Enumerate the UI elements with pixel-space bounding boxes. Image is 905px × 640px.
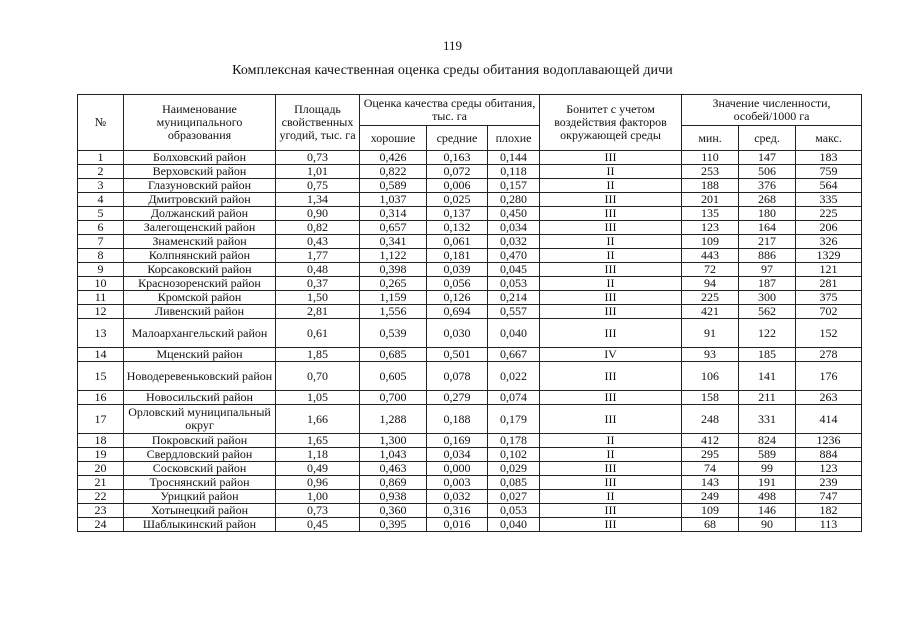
cell-density-max: 759 [796, 165, 862, 179]
cell-quality-medium: 0,003 [427, 476, 488, 490]
cell-density-avg: 506 [739, 165, 796, 179]
cell-quality-good: 1,159 [360, 291, 427, 305]
cell-density-max: 225 [796, 207, 862, 221]
cell-quality-medium: 0,316 [427, 504, 488, 518]
cell-quality-good: 0,265 [360, 277, 427, 291]
cell-area: 0,73 [276, 504, 360, 518]
header-quality-bad: плохие [488, 126, 540, 151]
cell-quality-good: 1,122 [360, 249, 427, 263]
cell-density-avg: 191 [739, 476, 796, 490]
page-number: 119 [442, 38, 463, 53]
cell-quality-bad: 0,214 [488, 291, 540, 305]
cell-no: 19 [78, 448, 124, 462]
cell-quality-medium: 0,279 [427, 391, 488, 405]
cell-quality-bad: 0,022 [488, 362, 540, 391]
cell-area: 1,01 [276, 165, 360, 179]
table-row [78, 362, 862, 391]
cell-quality-good: 0,657 [360, 221, 427, 235]
cell-bonitet: II [540, 434, 682, 448]
cell-quality-bad: 0,085 [488, 476, 540, 490]
cell-density-min: 72 [682, 263, 739, 277]
cell-name: Урицкий район [124, 490, 276, 504]
cell-bonitet: III [540, 518, 682, 532]
table-row [78, 221, 862, 235]
cell-quality-bad: 0,045 [488, 263, 540, 277]
cell-density-min: 106 [682, 362, 739, 391]
cell-quality-good: 0,341 [360, 235, 427, 249]
cell-quality-good: 0,426 [360, 151, 427, 165]
cell-density-max: 263 [796, 391, 862, 405]
cell-name: Ливенский район [124, 305, 276, 319]
cell-quality-bad: 0,557 [488, 305, 540, 319]
cell-bonitet: II [540, 165, 682, 179]
cell-quality-bad: 0,102 [488, 448, 540, 462]
cell-no: 16 [78, 391, 124, 405]
cell-quality-good: 0,463 [360, 462, 427, 476]
cell-area: 0,49 [276, 462, 360, 476]
cell-area: 1,50 [276, 291, 360, 305]
habitat-assessment-table [77, 94, 862, 532]
table-row [78, 476, 862, 490]
cell-bonitet: III [540, 462, 682, 476]
table-row [78, 504, 862, 518]
cell-no: 6 [78, 221, 124, 235]
cell-no: 13 [78, 319, 124, 348]
cell-quality-medium: 0,126 [427, 291, 488, 305]
header-no: № [78, 95, 124, 151]
cell-quality-good: 1,556 [360, 305, 427, 319]
cell-density-min: 94 [682, 277, 739, 291]
cell-area: 0,96 [276, 476, 360, 490]
cell-quality-good: 0,395 [360, 518, 427, 532]
cell-quality-bad: 0,157 [488, 179, 540, 193]
cell-no: 12 [78, 305, 124, 319]
cell-name: Малоархангельский район [124, 319, 276, 348]
cell-bonitet: II [540, 490, 682, 504]
cell-bonitet: II [540, 448, 682, 462]
cell-bonitet: IV [540, 348, 682, 362]
cell-bonitet: III [540, 362, 682, 391]
cell-density-min: 109 [682, 235, 739, 249]
cell-quality-bad: 0,053 [488, 504, 540, 518]
cell-density-avg: 268 [739, 193, 796, 207]
cell-quality-bad: 0,074 [488, 391, 540, 405]
cell-area: 1,18 [276, 448, 360, 462]
table-row [78, 305, 862, 319]
cell-density-avg: 300 [739, 291, 796, 305]
cell-density-min: 110 [682, 151, 739, 165]
cell-name: Сосковский район [124, 462, 276, 476]
cell-name: Покровский район [124, 434, 276, 448]
cell-area: 1,85 [276, 348, 360, 362]
cell-density-avg: 97 [739, 263, 796, 277]
cell-density-max: 206 [796, 221, 862, 235]
cell-density-min: 225 [682, 291, 739, 305]
cell-no: 8 [78, 249, 124, 263]
cell-no: 14 [78, 348, 124, 362]
cell-density-min: 295 [682, 448, 739, 462]
cell-area: 0,61 [276, 319, 360, 348]
cell-area: 1,00 [276, 490, 360, 504]
cell-quality-bad: 0,118 [488, 165, 540, 179]
cell-bonitet: II [540, 235, 682, 249]
cell-quality-good: 0,539 [360, 319, 427, 348]
cell-density-avg: 211 [739, 391, 796, 405]
cell-density-avg: 146 [739, 504, 796, 518]
cell-density-max: 121 [796, 263, 862, 277]
cell-bonitet: III [540, 476, 682, 490]
cell-area: 0,73 [276, 151, 360, 165]
cell-bonitet: III [540, 221, 682, 235]
cell-area: 0,70 [276, 362, 360, 391]
cell-no: 2 [78, 165, 124, 179]
table-row [78, 263, 862, 277]
header-bonitet: Бонитет с учетом воздействия факторов окружающей среды [540, 95, 682, 151]
cell-quality-good: 1,288 [360, 405, 427, 434]
table-row [78, 235, 862, 249]
cell-bonitet: III [540, 193, 682, 207]
cell-quality-bad: 0,029 [488, 462, 540, 476]
cell-quality-medium: 0,006 [427, 179, 488, 193]
cell-area: 0,75 [276, 179, 360, 193]
cell-name: Кромской район [124, 291, 276, 305]
cell-density-min: 135 [682, 207, 739, 221]
cell-no: 5 [78, 207, 124, 221]
cell-density-avg: 498 [739, 490, 796, 504]
table-row [78, 179, 862, 193]
cell-no: 23 [78, 504, 124, 518]
table-row [78, 434, 862, 448]
table-row [78, 249, 862, 263]
cell-area: 0,43 [276, 235, 360, 249]
table-row [78, 291, 862, 305]
header-density-min: мин. [682, 126, 739, 151]
cell-area: 0,48 [276, 263, 360, 277]
cell-area: 1,65 [276, 434, 360, 448]
cell-density-min: 68 [682, 518, 739, 532]
cell-quality-good: 0,589 [360, 179, 427, 193]
cell-quality-medium: 0,025 [427, 193, 488, 207]
cell-quality-medium: 0,061 [427, 235, 488, 249]
cell-quality-medium: 0,000 [427, 462, 488, 476]
cell-quality-bad: 0,178 [488, 434, 540, 448]
cell-quality-good: 0,869 [360, 476, 427, 490]
cell-density-avg: 122 [739, 319, 796, 348]
cell-name: Хотынецкий район [124, 504, 276, 518]
cell-density-max: 239 [796, 476, 862, 490]
table-header-row [78, 95, 862, 126]
cell-density-max: 1329 [796, 249, 862, 263]
cell-density-max: 123 [796, 462, 862, 476]
cell-no: 18 [78, 434, 124, 448]
cell-name: Болховский район [124, 151, 276, 165]
cell-bonitet: III [540, 405, 682, 434]
cell-name: Знаменский район [124, 235, 276, 249]
cell-density-max: 564 [796, 179, 862, 193]
cell-density-min: 93 [682, 348, 739, 362]
header-density-avg: сред. [739, 126, 796, 151]
cell-quality-medium: 0,137 [427, 207, 488, 221]
cell-bonitet: III [540, 305, 682, 319]
cell-quality-good: 0,398 [360, 263, 427, 277]
cell-no: 4 [78, 193, 124, 207]
cell-density-max: 113 [796, 518, 862, 532]
cell-density-avg: 886 [739, 249, 796, 263]
header-quality-medium: средние [427, 126, 488, 151]
cell-quality-good: 0,938 [360, 490, 427, 504]
cell-density-min: 188 [682, 179, 739, 193]
cell-density-max: 183 [796, 151, 862, 165]
cell-quality-medium: 0,016 [427, 518, 488, 532]
cell-area: 0,45 [276, 518, 360, 532]
table-row [78, 319, 862, 348]
cell-quality-good: 0,700 [360, 391, 427, 405]
cell-quality-bad: 0,470 [488, 249, 540, 263]
table-row [78, 348, 862, 362]
cell-name: Должанский район [124, 207, 276, 221]
cell-density-avg: 589 [739, 448, 796, 462]
cell-density-max: 747 [796, 490, 862, 504]
cell-no: 3 [78, 179, 124, 193]
cell-density-min: 412 [682, 434, 739, 448]
cell-area: 0,90 [276, 207, 360, 221]
cell-quality-bad: 0,144 [488, 151, 540, 165]
cell-name: Шаблыкинский район [124, 518, 276, 532]
cell-density-min: 443 [682, 249, 739, 263]
cell-name: Новодеревеньковский район [124, 362, 276, 391]
cell-no: 21 [78, 476, 124, 490]
cell-quality-good: 1,300 [360, 434, 427, 448]
cell-name: Колпнянский район [124, 249, 276, 263]
cell-quality-bad: 0,053 [488, 277, 540, 291]
cell-name: Новосильский район [124, 391, 276, 405]
cell-quality-bad: 0,450 [488, 207, 540, 221]
cell-density-max: 182 [796, 504, 862, 518]
cell-no: 9 [78, 263, 124, 277]
header-density: Значение численности, особей/1000 га [682, 95, 862, 126]
cell-density-avg: 164 [739, 221, 796, 235]
cell-density-min: 249 [682, 490, 739, 504]
cell-no: 15 [78, 362, 124, 391]
cell-density-avg: 376 [739, 179, 796, 193]
cell-density-min: 109 [682, 504, 739, 518]
cell-quality-medium: 0,039 [427, 263, 488, 277]
cell-quality-good: 0,314 [360, 207, 427, 221]
cell-area: 2,81 [276, 305, 360, 319]
cell-no: 10 [78, 277, 124, 291]
cell-name: Корсаковский район [124, 263, 276, 277]
cell-area: 1,66 [276, 405, 360, 434]
cell-quality-medium: 0,181 [427, 249, 488, 263]
cell-no: 24 [78, 518, 124, 532]
cell-name: Глазуновский район [124, 179, 276, 193]
cell-quality-bad: 0,040 [488, 518, 540, 532]
table-row [78, 518, 862, 532]
cell-quality-medium: 0,034 [427, 448, 488, 462]
cell-density-min: 248 [682, 405, 739, 434]
cell-quality-good: 0,822 [360, 165, 427, 179]
cell-density-avg: 147 [739, 151, 796, 165]
cell-density-max: 176 [796, 362, 862, 391]
cell-quality-medium: 0,169 [427, 434, 488, 448]
cell-density-min: 158 [682, 391, 739, 405]
cell-quality-good: 0,685 [360, 348, 427, 362]
table-row [78, 207, 862, 221]
table-row [78, 405, 862, 434]
table-row [78, 490, 862, 504]
cell-name: Краснозоренский район [124, 277, 276, 291]
cell-density-max: 335 [796, 193, 862, 207]
cell-quality-bad: 0,027 [488, 490, 540, 504]
cell-density-avg: 562 [739, 305, 796, 319]
cell-density-min: 74 [682, 462, 739, 476]
cell-quality-medium: 0,032 [427, 490, 488, 504]
cell-quality-medium: 0,694 [427, 305, 488, 319]
cell-density-max: 414 [796, 405, 862, 434]
cell-quality-good: 0,605 [360, 362, 427, 391]
cell-bonitet: III [540, 391, 682, 405]
header-name: Наименование муниципального образования [124, 95, 276, 151]
table-row [78, 151, 862, 165]
cell-no: 17 [78, 405, 124, 434]
page-title: Комплексная качественная оценка среды обитания водоплавающей дичи [232, 63, 673, 78]
cell-bonitet: II [540, 249, 682, 263]
table-row [78, 462, 862, 476]
cell-quality-bad: 0,179 [488, 405, 540, 434]
cell-density-min: 253 [682, 165, 739, 179]
cell-quality-medium: 0,072 [427, 165, 488, 179]
cell-no: 1 [78, 151, 124, 165]
cell-quality-medium: 0,163 [427, 151, 488, 165]
cell-density-avg: 141 [739, 362, 796, 391]
table-row [78, 391, 862, 405]
cell-density-max: 281 [796, 277, 862, 291]
cell-density-max: 1236 [796, 434, 862, 448]
table-row [78, 448, 862, 462]
header-quality: Оценка качества среды обитания, тыс. га [360, 95, 540, 126]
cell-bonitet: III [540, 207, 682, 221]
cell-bonitet: II [540, 277, 682, 291]
cell-name: Залегощенский район [124, 221, 276, 235]
cell-quality-medium: 0,132 [427, 221, 488, 235]
cell-density-min: 91 [682, 319, 739, 348]
cell-name: Дмитровский район [124, 193, 276, 207]
cell-density-avg: 824 [739, 434, 796, 448]
cell-quality-good: 0,360 [360, 504, 427, 518]
cell-area: 1,34 [276, 193, 360, 207]
cell-density-max: 278 [796, 348, 862, 362]
cell-density-max: 884 [796, 448, 862, 462]
cell-no: 11 [78, 291, 124, 305]
cell-density-min: 123 [682, 221, 739, 235]
cell-quality-medium: 0,056 [427, 277, 488, 291]
cell-density-avg: 180 [739, 207, 796, 221]
cell-bonitet: III [540, 504, 682, 518]
cell-area: 1,77 [276, 249, 360, 263]
cell-quality-good: 1,037 [360, 193, 427, 207]
table-row [78, 277, 862, 291]
cell-density-max: 375 [796, 291, 862, 305]
cell-no: 20 [78, 462, 124, 476]
cell-quality-good: 1,043 [360, 448, 427, 462]
cell-density-min: 201 [682, 193, 739, 207]
cell-bonitet: III [540, 319, 682, 348]
cell-density-avg: 331 [739, 405, 796, 434]
cell-quality-bad: 0,034 [488, 221, 540, 235]
cell-name: Мценский район [124, 348, 276, 362]
header-density-max: макс. [796, 126, 862, 151]
cell-density-min: 421 [682, 305, 739, 319]
cell-density-min: 143 [682, 476, 739, 490]
cell-quality-medium: 0,078 [427, 362, 488, 391]
cell-density-avg: 185 [739, 348, 796, 362]
cell-density-max: 152 [796, 319, 862, 348]
cell-bonitet: II [540, 179, 682, 193]
cell-quality-bad: 0,280 [488, 193, 540, 207]
cell-density-avg: 187 [739, 277, 796, 291]
cell-quality-medium: 0,188 [427, 405, 488, 434]
cell-name: Троснянский район [124, 476, 276, 490]
cell-density-avg: 217 [739, 235, 796, 249]
cell-quality-bad: 0,032 [488, 235, 540, 249]
table-row [78, 165, 862, 179]
cell-quality-bad: 0,040 [488, 319, 540, 348]
cell-no: 22 [78, 490, 124, 504]
header-quality-good: хорошие [360, 126, 427, 151]
cell-quality-bad: 0,667 [488, 348, 540, 362]
cell-density-avg: 99 [739, 462, 796, 476]
cell-area: 0,37 [276, 277, 360, 291]
header-area: Площадь свойственных угодий, тыс. га [276, 95, 360, 151]
cell-bonitet: III [540, 291, 682, 305]
cell-name: Верховский район [124, 165, 276, 179]
table-row [78, 193, 862, 207]
cell-name: Орловский муниципальный округ [124, 405, 276, 434]
cell-density-max: 702 [796, 305, 862, 319]
cell-quality-medium: 0,501 [427, 348, 488, 362]
cell-name: Свердловский район [124, 448, 276, 462]
cell-bonitet: III [540, 151, 682, 165]
cell-no: 7 [78, 235, 124, 249]
cell-quality-medium: 0,030 [427, 319, 488, 348]
table-body [78, 151, 862, 532]
cell-density-avg: 90 [739, 518, 796, 532]
cell-density-max: 326 [796, 235, 862, 249]
cell-area: 1,05 [276, 391, 360, 405]
cell-bonitet: III [540, 263, 682, 277]
cell-area: 0,82 [276, 221, 360, 235]
